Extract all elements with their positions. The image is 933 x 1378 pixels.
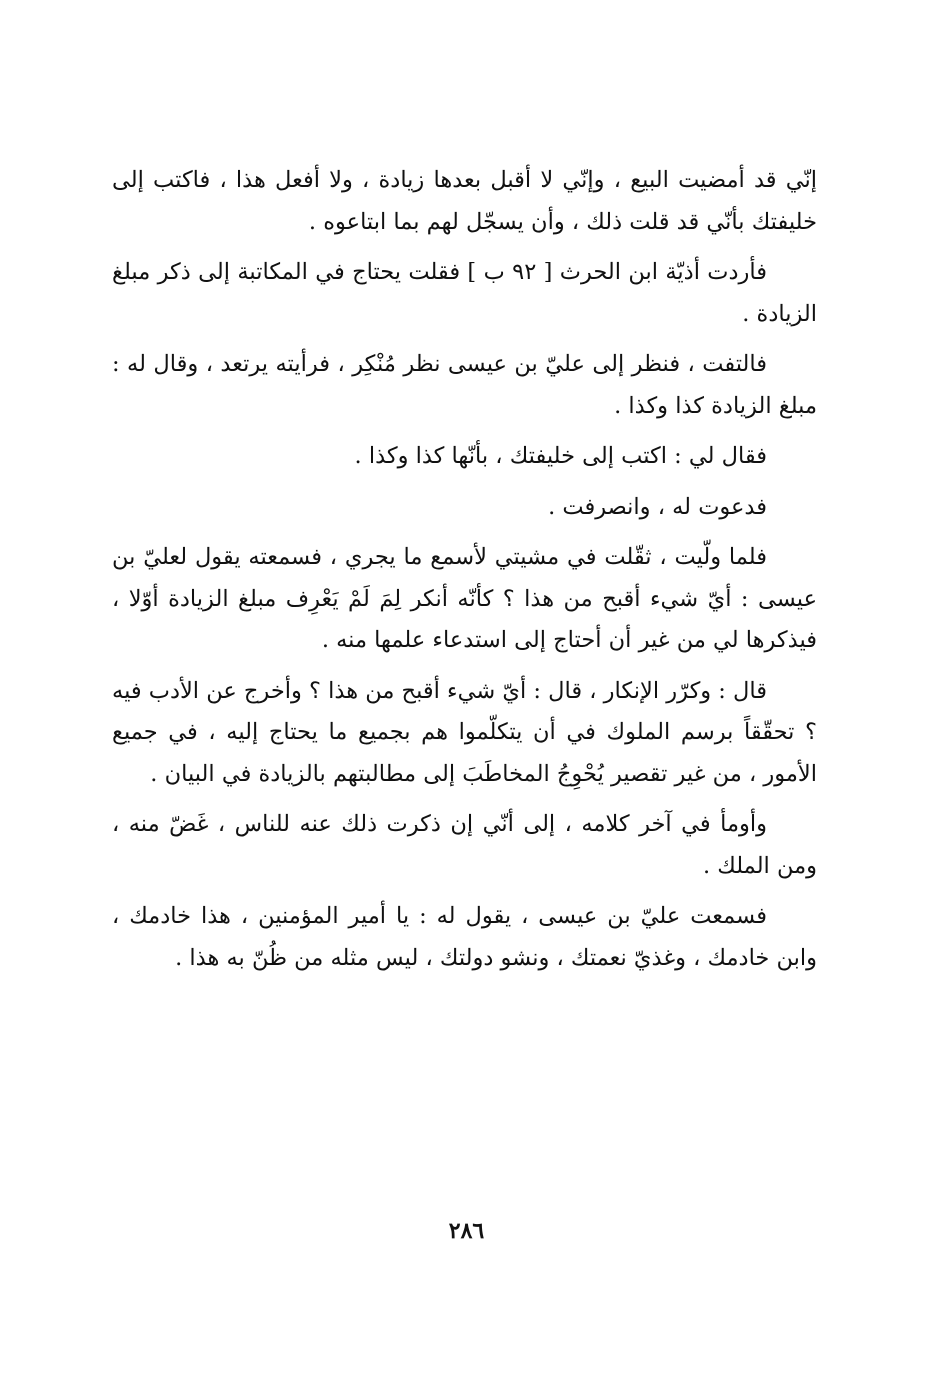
paragraph-5: فدعوت له ، وانصرفت .: [548, 493, 767, 520]
paragraph-1: إنّي قد أمضيت البيع ، وإنّي لا أقبل بعدها زيادة ، ولا أفعل هذا ، فاكتب إلى خليفتك بأنّي قد قلت ذلك ، وأن يسجّل لهم بما ابتاعوه .: [112, 167, 817, 235]
paragraph-6: فلما ولّيت ، ثقّلت في مشيتي لأسمع ما يجري ، فسمعته يقول لعليّ بن عيسى : أيّ شيء أقبح من هذا ؟ كأنّه أنكر لِمَ لَمْ يَعْرِف مبلغ الزيادة أوّلا ، فيذكرها لي من غير أن أحتاج إلى استدعاء علمها منه .: [112, 544, 817, 653]
paragraph-3: فالتفت ، فنظر إلى عليّ بن عيسى نظر مُنْكِر ، فرأيته يرتعد ، وقال له : مبلغ الزيادة كذا وكذا .: [112, 351, 817, 419]
paragraph-8: وأومأ في آخر كلامه ، إلى أنّي إن ذكرت ذلك عنه للناس ، غَضّ منه ، ومن الملك .: [112, 811, 817, 879]
paragraph-7: قال : وكرّر الإنكار ، قال : أيّ شيء أقبح من هذا ؟ وأخرج عن الأدب فيه ؟ تحقّقاً برسم الملوك في أن يتكلّموا هم بجميع ما يحتاج إليه ، في جميع الأمور ، من غير تقصير يُحْوِجُ المخاطَبَ إلى مطالبتهم بالزيادة في البيان .: [112, 677, 817, 787]
paragraph-9: فسمعت عليّ بن عيسى ، يقول له : يا أمير المؤمنين ، هذا خادمك ، وابن خادمك ، وغذيّ نعمتك ، ونشو دولتك ، ليس مثله من ظُنّ به هذا .: [112, 903, 817, 971]
paragraph-4: فقال لي : اكتب إلى خليفتك ، بأنّها كذا وكذا .: [354, 443, 767, 469]
paragraph-2: فأردت أذيّة ابن الحرث [ ٩٢ ب ] فقلت يحتاج في المكاتبة إلى ذكر مبلغ الزيادة .: [112, 259, 817, 327]
page-number: ٢٨٦: [448, 1218, 485, 1244]
body-text: [112, 160, 817, 988]
